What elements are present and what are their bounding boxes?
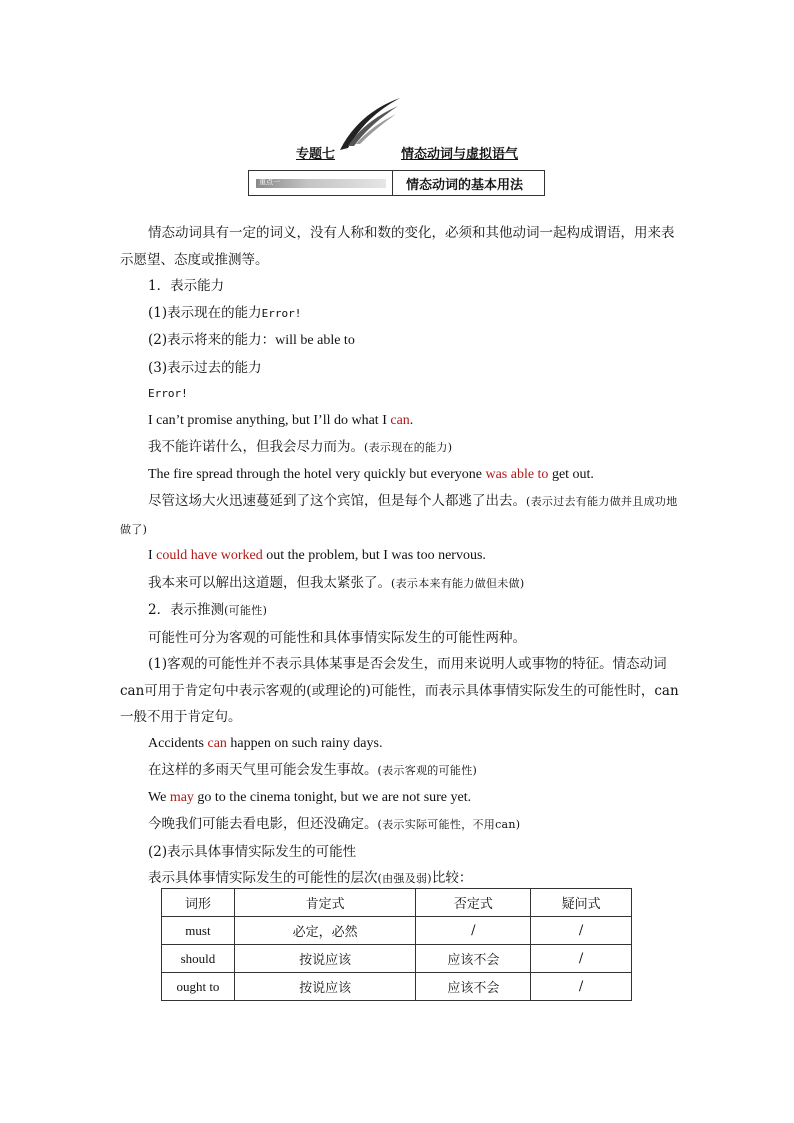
example-sentence (120, 785, 680, 812)
table-header-row (162, 889, 632, 917)
table-cell: / (531, 917, 632, 945)
possibility-intro: 可能性可分为客观的可能性和具体事情实际发生的可能性两种。 (148, 629, 526, 646)
table-cell: / (531, 973, 632, 1001)
table-header-cell: 词形 (162, 889, 235, 917)
ability-future-en: will be able to (275, 333, 355, 348)
intro-paragraph: 情态动词具有一定的词义，没有人称和数的变化，必须和其他动词一起构成谓语，用来表示愿望、态度或推测等。 (120, 225, 675, 268)
example-text: I can’t promise anything, but I’ll do what I (148, 412, 391, 428)
usage-note: (表示实际可能性，不用can) (377, 818, 521, 831)
example-text: The fire spread through the hotel very quickly but everyone (148, 466, 486, 482)
table-cell: ought to (162, 973, 235, 1001)
usage-note: (表示本来有能力做但未做) (391, 576, 525, 590)
table-cell: 按说应该 (234, 945, 416, 973)
table-cell: / (531, 945, 632, 973)
highlight-word: can (207, 735, 227, 751)
table-cell: 必定，必然 (234, 917, 416, 945)
example-text: We (148, 789, 170, 805)
chapter-title: 情态动词与虚拟语气 (401, 147, 519, 162)
ability-future-label: (2)表示将来的能力： (148, 332, 276, 348)
table-cell: / (416, 917, 531, 945)
usage-note: (表示客观的可能性) (377, 764, 478, 777)
example-text: I (148, 548, 157, 563)
highlight-word: may (169, 789, 194, 805)
specific-possibility-heading: (2)表示具体事情实际发生的可能性 (148, 843, 357, 860)
heading-inference (120, 597, 680, 625)
section-title-box (248, 170, 545, 196)
chapter-header (0, 143, 794, 163)
heading-note: (可能性) (224, 604, 268, 617)
example-text: Accidents (148, 735, 208, 751)
table-cell: must (162, 917, 235, 945)
table-row (162, 945, 632, 973)
translation-text: 我本来可以解出这道题，但我太紧张了。 (148, 574, 391, 591)
usage-note: (表示现在的能力) (364, 441, 453, 454)
main-content (120, 220, 680, 893)
ability-present-label: (1)表示现在的能力 (148, 304, 262, 321)
error-text: Error! (261, 306, 302, 320)
example-text: happen on such rainy days. (226, 735, 383, 751)
example-sentence (120, 408, 680, 435)
translation-text: 我不能许诺什么，但我会尽力而为。 (148, 439, 364, 455)
section-title: 情态动词的基本用法 (406, 178, 524, 193)
comparison-text: 表示具体事情实际发生的可能性的层次 (148, 870, 378, 886)
example-translation (120, 757, 680, 785)
ability-future (120, 327, 680, 355)
example-sentence (120, 543, 680, 570)
example-text: get out. (548, 466, 594, 482)
table-row (162, 917, 632, 945)
section-tag (256, 179, 386, 188)
example-translation (120, 488, 680, 543)
example-translation (120, 570, 680, 598)
section-tag-label: 重点一 (259, 178, 280, 186)
example-sentence (120, 731, 680, 758)
example-text: out the problem, but I was too nervous. (262, 548, 486, 563)
example-translation (120, 434, 680, 462)
example-sentence (120, 462, 680, 489)
highlight-word: was able to (485, 466, 549, 482)
comparison-note: (由强及弱) (377, 872, 432, 885)
chapter-number: 专题七 (296, 147, 336, 162)
example-text: . (409, 412, 414, 428)
usage-note: (表示过去有能力做并且成功地做了) (120, 495, 678, 536)
ability-present (120, 300, 680, 328)
example-translation (120, 811, 680, 839)
highlight-word: could have worked (156, 548, 263, 563)
table-cell: should (162, 945, 235, 973)
comparison-end: 比较： (431, 870, 473, 886)
table-header-cell: 否定式 (416, 889, 531, 917)
objective-possibility-paragraph: (1)客观的可能性并不表示具体某事是否会发生，而用来说明人或事物的特征。情态动词can可用于肯定句中表示客观的(或理论的)可能性，而表示具体事情实际发生的可能性时，can一般不用于肯定句。 (120, 656, 679, 725)
ability-past: (3)表示过去的能力 (148, 359, 262, 376)
table-cell: 应该不会 (416, 973, 531, 1001)
modal-verb-table (161, 888, 632, 1001)
highlight-word: can (390, 412, 410, 428)
translation-text: 今晚我们可能去看电影，但还没确定。 (148, 816, 378, 832)
example-text: go to the cinema tonight, but we are not sure yet. (193, 789, 472, 805)
table-cell: 按说应该 (234, 973, 416, 1001)
table-row (162, 973, 632, 1001)
translation-text: 在这样的多雨天气里可能会发生事故。 (148, 762, 378, 778)
heading-text: 2．表示推测 (148, 602, 225, 618)
table-cell: 应该不会 (416, 945, 531, 973)
error-text: Error! (148, 387, 188, 400)
section-divider (392, 171, 393, 195)
translation-text: 尽管这场大火迅速蔓延到了这个宾馆，但是每个人都逃了出去。 (148, 493, 526, 509)
heading-ability: 1．表示能力 (148, 278, 225, 294)
table-header-cell: 疑问式 (531, 889, 632, 917)
table-header-cell: 肯定式 (234, 889, 416, 917)
